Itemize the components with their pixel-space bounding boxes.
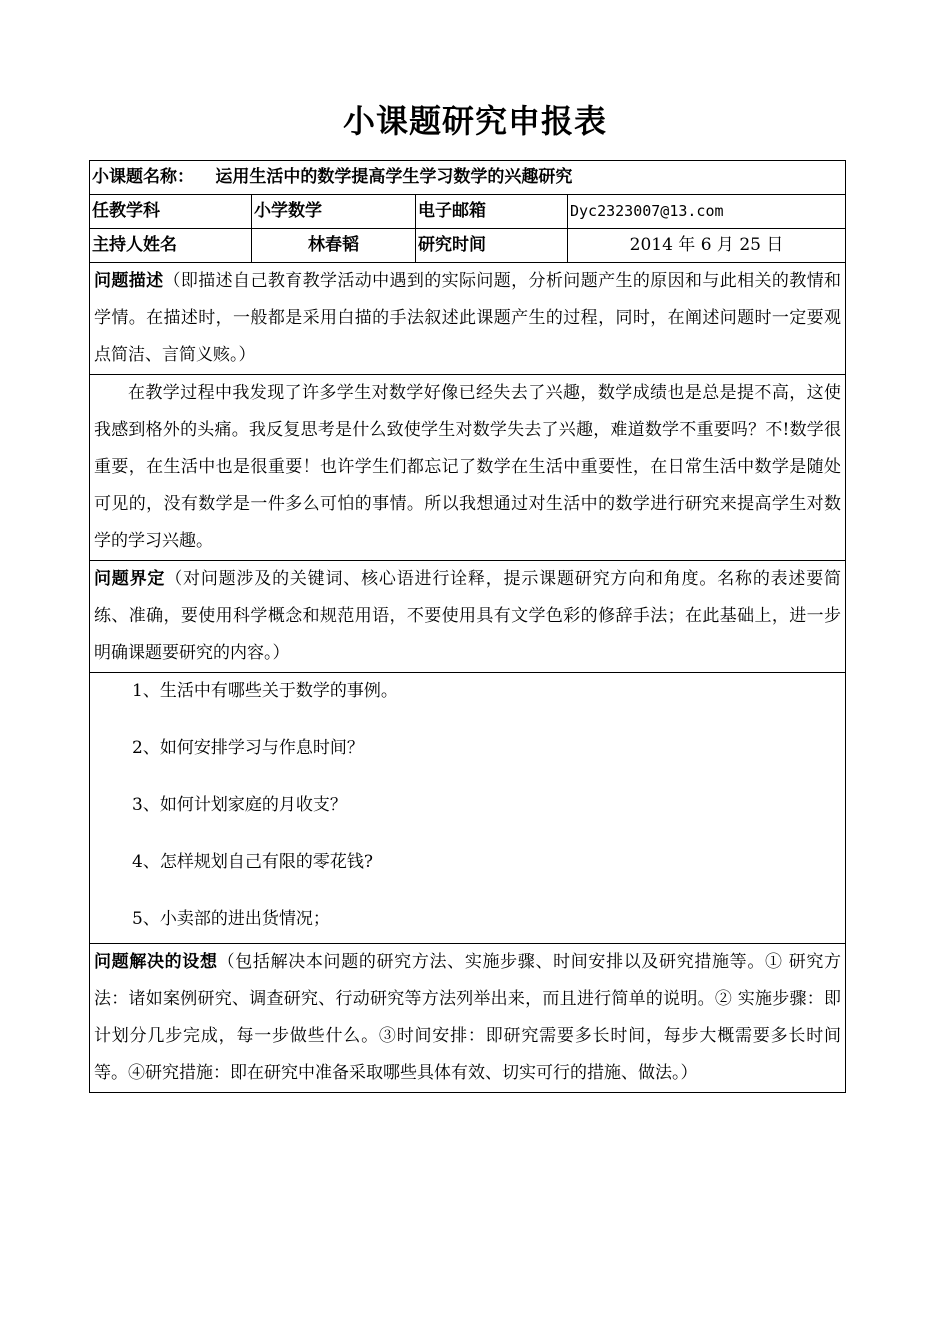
project-name-value: 运用生活中的数学提高学生学习数学的兴趣研究	[215, 167, 573, 187]
description-header-text	[92, 263, 843, 374]
definition-items-cell	[90, 673, 846, 944]
application-form-table	[89, 160, 846, 1093]
list-item: 4、怎样规划自己有限的零花钱?	[132, 852, 373, 872]
solution-hint: （包括解决本问题的研究方法、实施步骤、时间安排以及研究措施等。① 研究方法：诸如案例研究、调查研究、行动研究等方法列举出来，而且进行简单的说明。② 实施步骤：即计划分几步完成，每一步做些什么。③时间安排：即研究需要多长时间，每步大概需要多长时间等。④研究措施：即在研究中准备采取哪些具体有效、切实可行的措施、做法。）	[94, 952, 842, 1083]
solution-row	[90, 944, 846, 1093]
time-label: 研究时间	[416, 229, 568, 263]
page-title: 小课题研究申报表	[342, 102, 607, 140]
email-value: Dyc2323007@13.com	[568, 195, 846, 229]
project-name-label: 小课题名称：	[92, 167, 194, 187]
description-header-row	[90, 263, 846, 375]
project-name-cell	[90, 161, 846, 195]
description-header-cell	[90, 263, 846, 375]
description-content: 在教学过程中我发现了许多学生对数学好像已经失去了兴趣，数学成绩也是总是提不高，这使我感到格外的头痛。我反复思考是什么致使学生对数学失去了兴趣，难道数学不重要吗？不!数学很重要，在生活中也是很重要！也许学生们都忘记了数学在生活中重要性，在日常生活中数学是随处可见的，没有数学是一件多么可怕的事情。所以我想通过对生活中的数学进行研究来提高学生对数学的学习兴趣。	[94, 383, 842, 551]
subject-label: 任教学科	[90, 195, 252, 229]
solution-cell	[90, 944, 846, 1093]
list-item: 1、生活中有哪些关于数学的事例。	[132, 681, 398, 701]
definition-label: 问题界定	[94, 569, 166, 589]
solution-label: 问题解决的设想	[94, 952, 218, 972]
definition-header-row	[90, 561, 846, 673]
time-value: 2014 年 6 月 25 日	[568, 229, 846, 263]
host-time-row	[90, 229, 846, 263]
list-item: 5、小卖部的进出货情况；	[132, 909, 330, 929]
definition-items-row	[90, 673, 846, 944]
email-label: 电子邮箱	[416, 195, 568, 229]
subject-email-row	[90, 195, 846, 229]
host-label: 主持人姓名	[90, 229, 252, 263]
list-item: 3、如何计划家庭的月收支？	[132, 795, 347, 815]
definition-header-cell	[90, 561, 846, 673]
solution-text	[92, 944, 843, 1092]
description-content-row	[90, 375, 846, 561]
project-name-row	[90, 161, 846, 195]
description-label: 问题描述	[94, 271, 164, 291]
description-hint: （即描述自己教育教学活动中遇到的实际问题，分析问题产生的原因和与此相关的教情和学情。在描述时，一般都是采用白描的手法叙述此课题产生的过程，同时，在阐述问题时一定要观点简洁、言简义赅。）	[94, 271, 842, 365]
description-content-cell	[90, 375, 846, 561]
list-item: 2、如何安排学习与作息时间？	[132, 738, 364, 758]
subject-value: 小学数学	[252, 195, 416, 229]
host-value: 林春韬	[252, 229, 416, 263]
definition-header-text	[92, 561, 843, 672]
definition-hint: （对问题涉及的关键词、核心语进行诠释，提示课题研究方向和角度。名称的表述要简练、准确，要使用科学概念和规范用语，不要使用具有文学色彩的修辞手法；在此基础上，进一步明确课题要研究的内容。）	[94, 569, 842, 663]
